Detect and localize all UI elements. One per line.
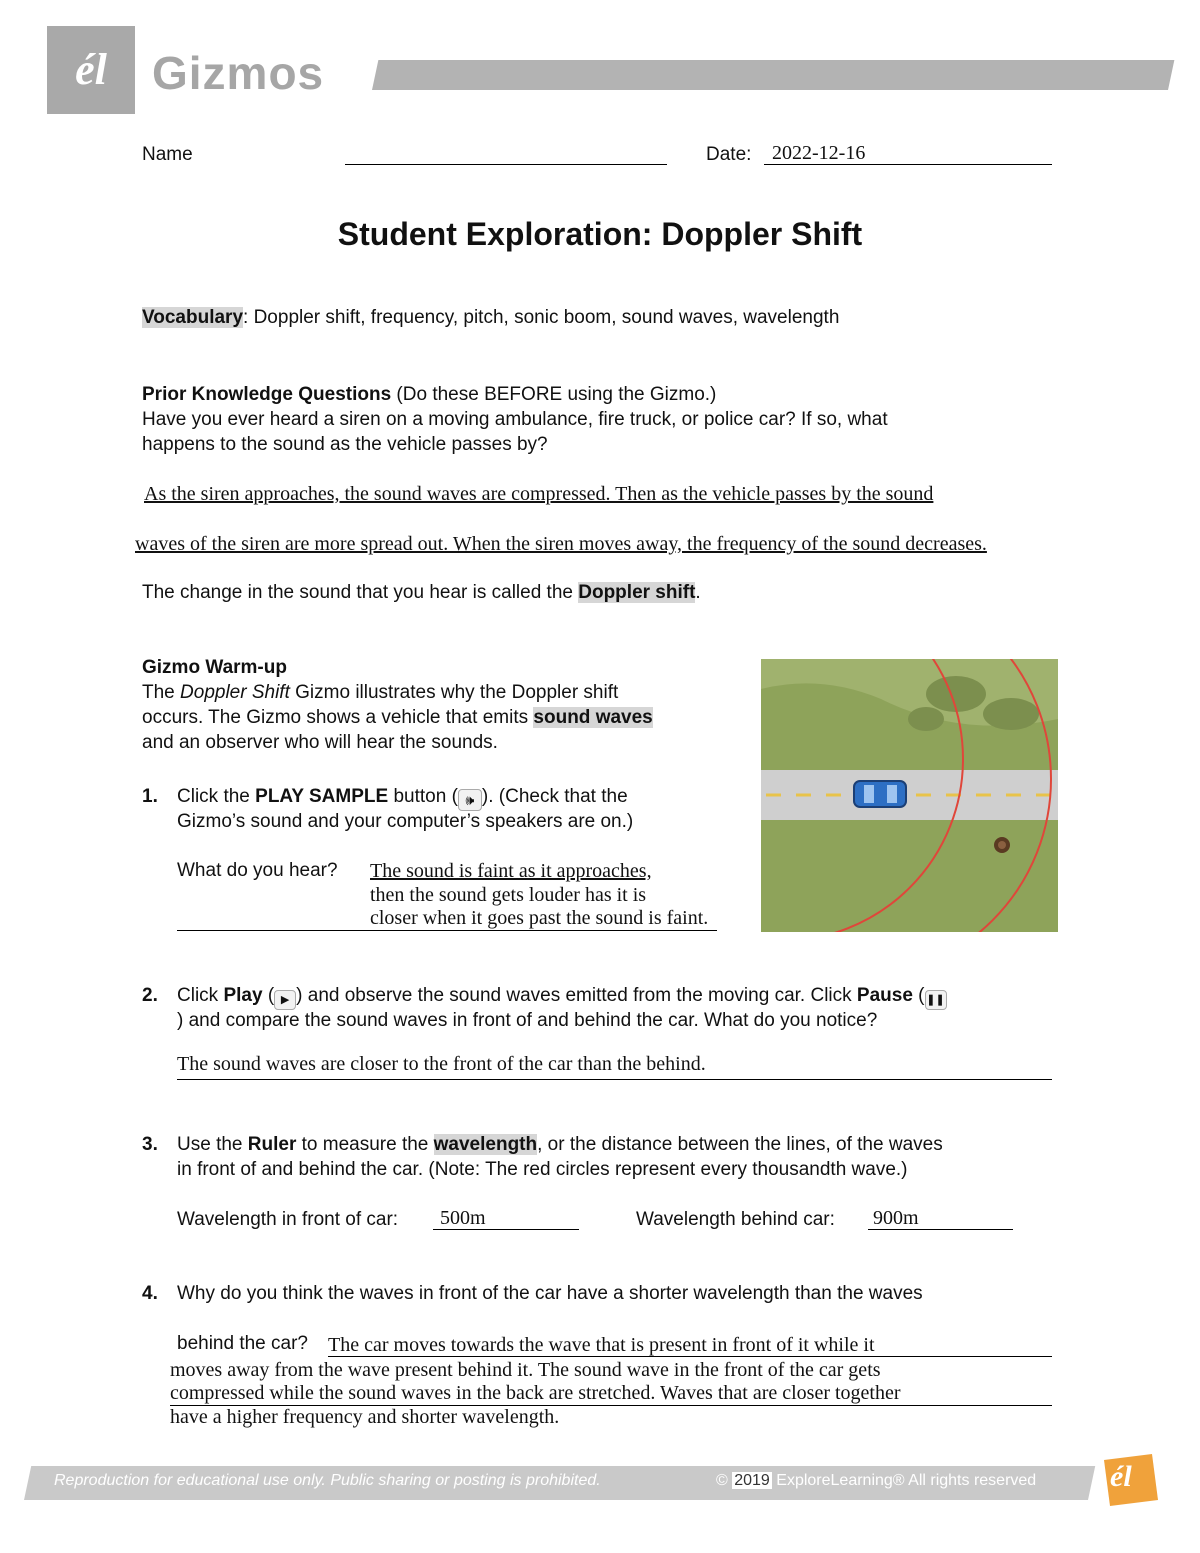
wavelength-behind-value: 900m	[873, 1207, 919, 1229]
name-label: Name	[142, 144, 193, 165]
pause-icon[interactable]: ❚❚	[925, 990, 947, 1010]
q4-answer-line4: have a higher frequency and shorter wavelength.	[170, 1406, 560, 1428]
q1-line2: Gizmo’s sound and your computer’s speakers are on.)	[177, 811, 634, 832]
q4-answer-line1: The car moves towards the wave that is present in front of it while it	[328, 1334, 875, 1356]
q1-question: What do you hear?	[177, 860, 338, 881]
brand-name: Gizmos	[152, 47, 325, 99]
q1-instruction: Click the PLAY SAMPLE button ( 🕪 ). (Check that the	[177, 784, 628, 811]
q1-number: 1.	[142, 786, 158, 807]
q2-answer-line[interactable]	[177, 1079, 1052, 1080]
date-label: Date:	[706, 144, 752, 165]
q4-answer-rule[interactable]	[328, 1356, 1052, 1357]
footer-notice: Reproduction for educational use only. Public sharing or posting is prohibited.	[54, 1472, 601, 1489]
q1-answer-line[interactable]	[177, 930, 717, 931]
play-sample-icon[interactable]: 🕪	[458, 789, 482, 811]
warmup-line3: and an observer who will hear the sounds.	[142, 732, 498, 753]
warmup-line2: occurs. The Gizmo shows a vehicle that emits sound waves	[142, 707, 653, 728]
explorelearning-logo: él	[47, 26, 135, 114]
copyright-year: 2019	[734, 1472, 770, 1489]
warmup-heading: Gizmo Warm-up	[142, 657, 287, 678]
doppler-shift-sentence: The change in the sound that you hear is called the Doppler shift.	[142, 582, 701, 603]
q4-line1: Why do you think the waves in front of the car have a shorter wavelength than the waves	[177, 1283, 923, 1304]
header-bar	[372, 60, 1174, 90]
q2-answer: The sound waves are closer to the front of the car than the behind.	[177, 1053, 706, 1075]
car-icon	[854, 781, 906, 807]
vocabulary-terms: : Doppler shift, frequency, pitch, sonic boom, sound waves, wavelength	[243, 307, 840, 328]
name-field[interactable]	[345, 164, 667, 165]
tree-icon	[983, 698, 1039, 730]
prior-heading: Prior Knowledge Questions (Do these BEFORE using the Gizmo.)	[142, 384, 717, 405]
q2-line2: ) and compare the sound waves in front of and behind the car. What do you notice?	[177, 1010, 878, 1031]
q1-answer-line2: then the sound gets louder has it is	[370, 884, 647, 906]
doppler-simulation-image	[761, 659, 1058, 932]
q1-answer-line3: closer when it goes past the sound is faint.	[370, 907, 709, 929]
vocabulary-label: Vocabulary	[142, 307, 244, 328]
prior-answer-line2: waves of the siren are more spread out. When the siren moves away, the frequency of the sound decreases.	[135, 533, 987, 555]
q4-line2: behind the car?	[177, 1333, 308, 1354]
q2-instruction: Click Play ( ▶ ) and observe the sound waves emitted from the moving car. Click Pause ( ❚❚	[177, 983, 947, 1010]
page-title: Student Exploration: Doppler Shift	[337, 216, 863, 252]
simulation-graphic	[761, 659, 1058, 932]
wavelength-front-label: Wavelength in front of car:	[177, 1209, 399, 1230]
explorelearning-footer-logo: él	[1096, 1450, 1162, 1510]
q4-number: 4.	[142, 1283, 158, 1304]
q4-answer-line3: compressed while the sound waves in the back are stretched. Waves that are closer together	[170, 1382, 901, 1404]
date-value: 2022-12-16	[772, 142, 866, 164]
observer-icon	[994, 837, 1010, 853]
wavelength-front-value: 500m	[440, 1207, 486, 1229]
play-icon[interactable]: ▶	[274, 990, 296, 1010]
wavelength-behind-label: Wavelength behind car:	[636, 1209, 835, 1230]
prior-answer-line1: As the siren approaches, the sound waves are compressed. Then as the vehicle passes by the sound	[144, 483, 934, 505]
q2-number: 2.	[142, 985, 158, 1006]
vocabulary	[142, 305, 839, 331]
tree-icon	[908, 707, 944, 731]
prior-question-line1: Have you ever heard a siren on a moving ambulance, fire truck, or police car? If so, what	[142, 409, 888, 430]
q3-instruction: Use the Ruler to measure the wavelength, or the distance between the lines, of the waves	[177, 1134, 943, 1155]
q4-answer-line2: moves away from the wave present behind it. The sound wave in the front of the car gets	[170, 1359, 881, 1381]
prior-question-line2: happens to the sound as the vehicle passes by?	[142, 434, 548, 455]
q1-answer-line1: The sound is faint as it approaches,	[370, 860, 652, 882]
q3-number: 3.	[142, 1134, 158, 1155]
q3-line2: in front of and behind the car. (Note: The red circles represent every thousandth wave.)	[177, 1159, 908, 1180]
warmup-line1: The Doppler Shift Gizmo illustrates why the Doppler shift	[142, 682, 619, 703]
footer-copyright: © 2019 ExploreLearning® All rights reserved	[716, 1472, 1037, 1489]
